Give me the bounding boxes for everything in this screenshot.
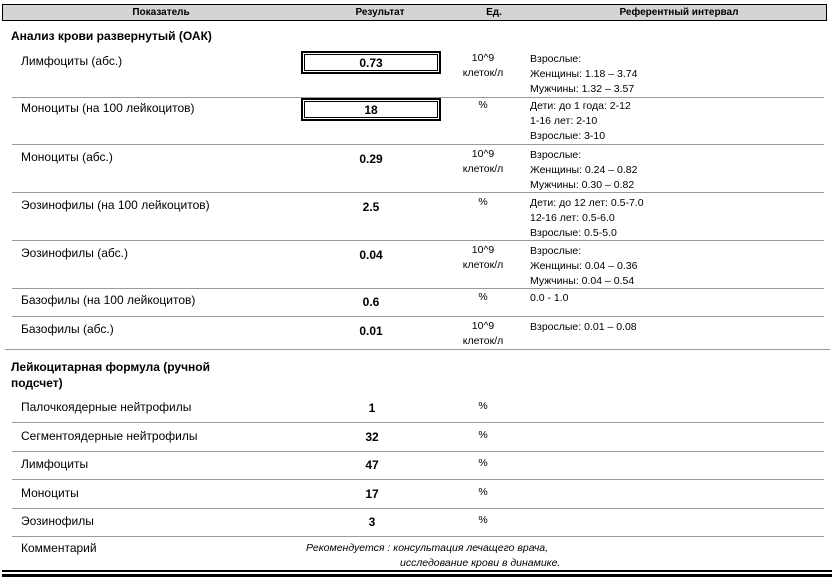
unit-line: % [478,196,488,208]
row-divider [5,349,830,350]
reference-line: 12-16 лет: 0.5-6.0 [530,212,615,224]
table-header [2,4,827,21]
header-result: Результат [355,7,405,18]
reference-line: Мужчины: 1.32 – 3.57 [530,83,635,95]
unit-cell: % [478,400,488,412]
result-value: 0.01 [359,324,383,338]
indicator-name: Эозинофилы (абс.) [21,246,128,260]
unit-line: клеток/л [462,259,504,271]
indicator-name: Лимфоциты [21,457,89,471]
reference-line: Женщины: 1.18 – 3.74 [530,68,638,80]
result-value: 0.29 [359,152,383,166]
result-value: 32 [365,430,379,444]
unit-cell [478,195,487,210]
reference-interval [530,244,637,289]
reference-interval [530,196,644,241]
row-divider [12,288,824,289]
section-title-cbc: Анализ крови развернутый (ОАК) [11,29,212,43]
unit-line: 10^9 [471,148,495,160]
result-value: 18 [364,103,378,117]
result-value: 3 [368,515,376,529]
unit-cell: % [478,514,488,526]
indicator-name: Моноциты (на 100 лейкоцитов) [21,101,195,115]
reference-line: Дети: до 1 года: 2-12 [530,100,631,112]
unit-cell: % [478,457,488,469]
comment-line-2: исследование крови в динамике. [400,557,561,569]
reference-line: Взрослые: [530,245,582,257]
section-title-leukoformula: Лейкоцитарная формула (ручной подсчет) [11,360,211,390]
unit-cell: % [478,429,488,441]
reference-line: Взрослые: 0.5-5.0 [530,227,617,239]
reference-line: Взрослые: [530,149,582,161]
unit-line: % [478,291,488,303]
reference-interval [530,291,569,306]
reference-line: Женщины: 0.04 – 0.36 [530,260,638,272]
reference-line: Мужчины: 0.04 – 0.54 [530,275,635,287]
row-divider [12,240,824,241]
reference-interval [530,148,637,193]
result-value: 1 [368,401,376,415]
reference-line: Женщины: 0.24 – 0.82 [530,164,638,176]
result-value: 2.5 [362,200,380,214]
reference-line: Взрослые: [530,53,582,65]
unit-cell: % [478,486,488,498]
indicator-name: Палочкоядерные нейтрофилы [21,400,192,414]
reference-interval [530,52,637,97]
unit-line: клеток/л [462,67,504,79]
result-value: 0.73 [359,56,383,70]
row-divider [12,536,824,537]
row-divider [12,479,824,480]
row-divider [12,422,824,423]
row-divider [12,192,824,193]
result-value: 47 [365,458,379,472]
reference-line: Взрослые: 3-10 [530,130,606,142]
indicator-name: Эозинофилы [21,514,94,528]
unit-line: 10^9 [471,320,495,332]
reference-line: Дети: до 12 лет: 0.5-7.0 [530,197,644,209]
unit-line: клеток/л [462,163,504,175]
reference-line: Мужчины: 0.30 – 0.82 [530,179,635,191]
indicator-name: Лимфоциты (абс.) [21,54,123,68]
reference-line: 0.0 - 1.0 [530,292,569,304]
indicator-name: Базофилы (абс.) [21,322,114,336]
row-divider [12,508,824,509]
reference-line: Взрослые: 0.01 – 0.08 [530,321,637,333]
reference-interval [530,320,637,335]
indicator-name: Моноциты (абс.) [21,150,113,164]
comment-label: Комментарий [21,541,97,555]
unit-cell [478,98,487,113]
header-unit: Ед. [486,7,502,18]
result-value: 17 [365,487,379,501]
indicator-name: Эозинофилы (на 100 лейкоцитов) [21,198,210,212]
reference-line: 1-16 лет: 2-10 [530,115,598,127]
comment-line-1: Рекомендуется : консультация лечащего врача, [306,542,549,554]
unit-cell [463,147,504,177]
unit-line: 10^9 [471,52,495,64]
indicator-name: Моноциты [21,486,79,500]
result-value: 0.04 [359,248,383,262]
unit-cell [463,319,504,349]
header-indicator: Показатель [132,7,190,18]
row-divider [12,316,824,317]
unit-line: клеток/л [462,335,504,347]
row-divider [12,144,824,145]
unit-cell [463,51,504,81]
row-divider [12,451,824,452]
unit-line: % [478,99,488,111]
unit-cell [463,243,504,273]
unit-line: 10^9 [471,244,495,256]
bottom-rule [2,570,832,572]
header-reference: Референтный интервал [619,7,739,18]
reference-interval [530,99,631,144]
indicator-name: Сегментоядерные нейтрофилы [21,429,198,443]
unit-cell [478,290,487,305]
result-value: 0.6 [362,295,380,309]
indicator-name: Базофилы (на 100 лейкоцитов) [21,293,196,307]
